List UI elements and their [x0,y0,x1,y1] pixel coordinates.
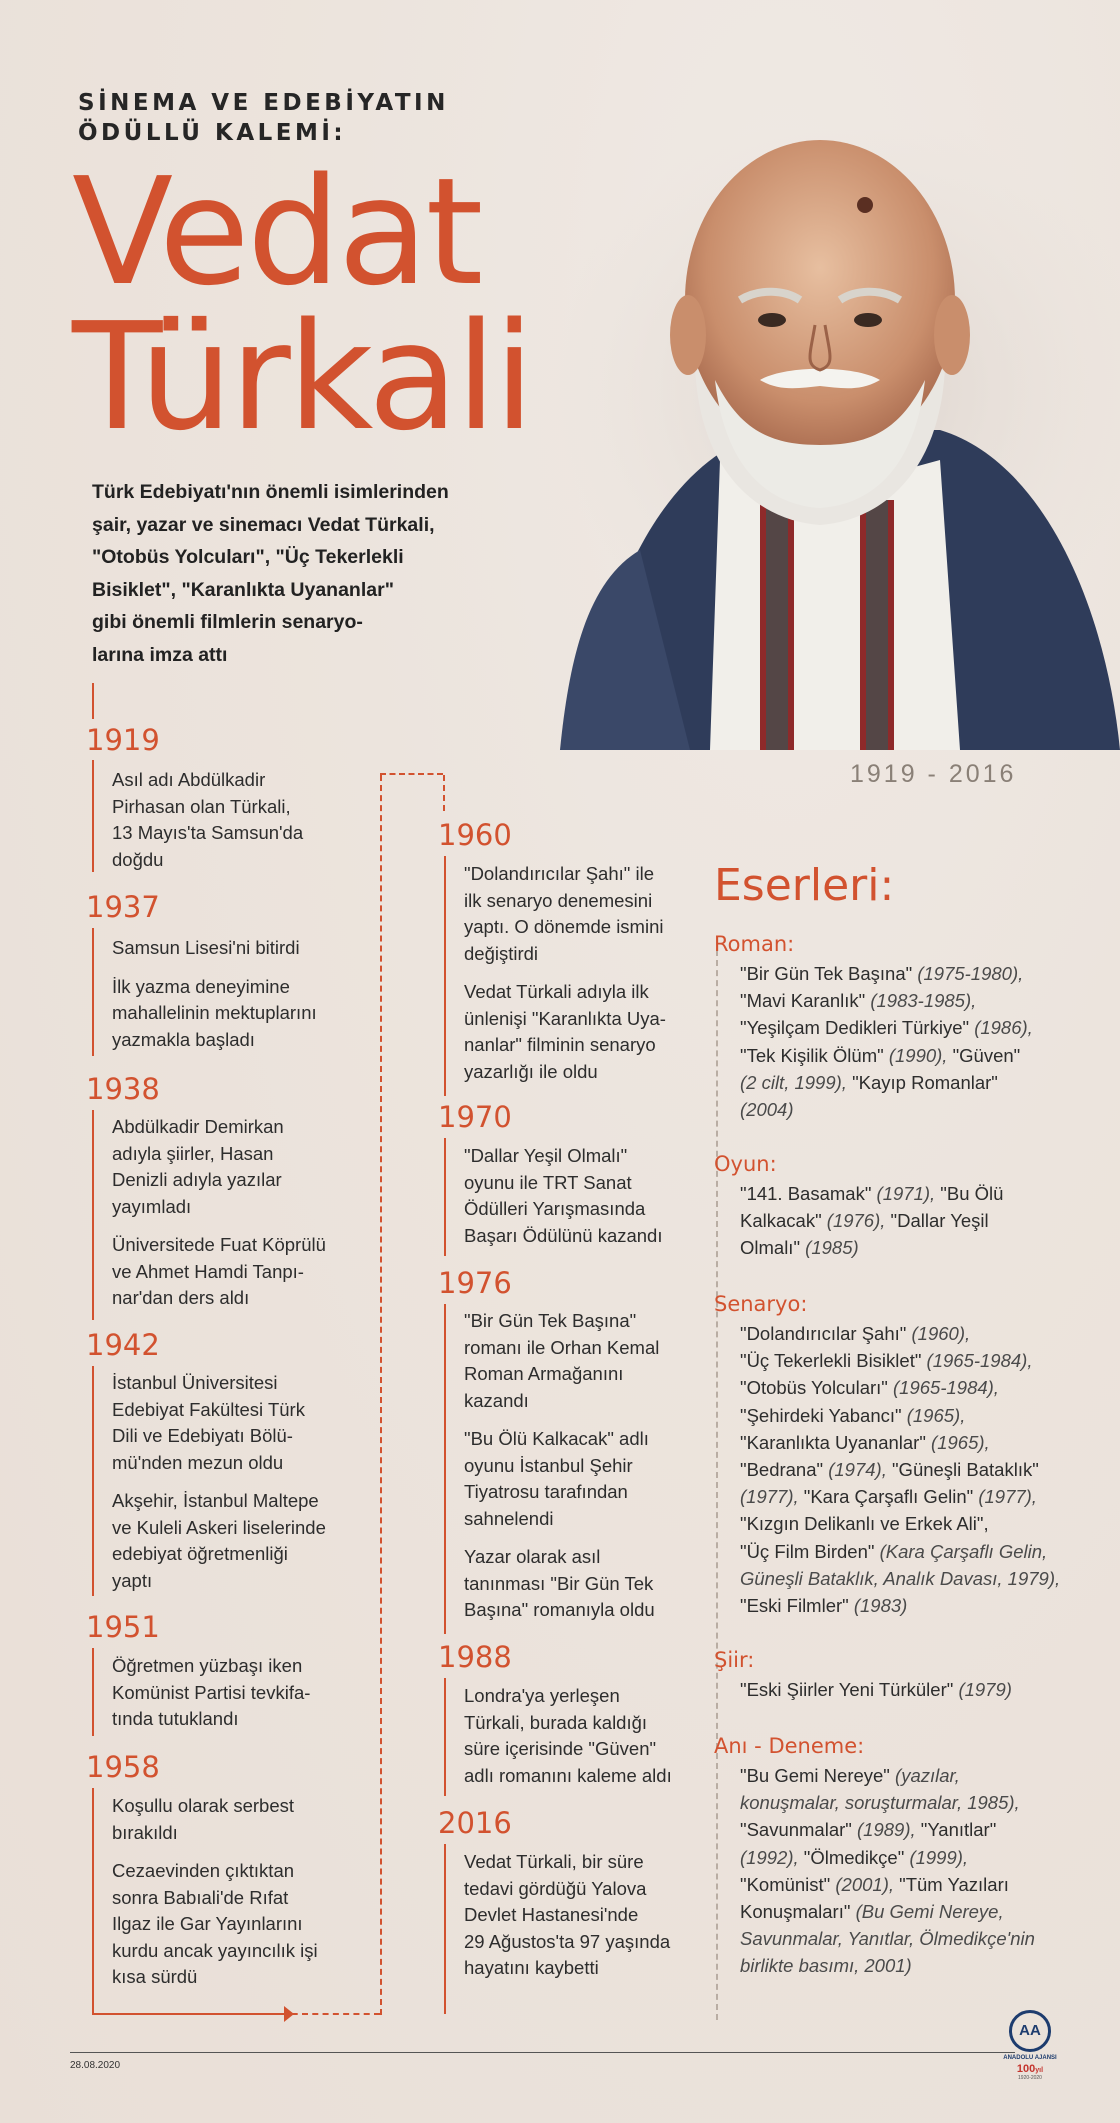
year-1988: 1988 [438,1640,512,1674]
event-line: Başarı Ödülünü kazandı [464,1224,663,1246]
event-1970 [464,1143,724,1249]
work-detail: (yazılar, [895,1765,960,1786]
year-1970: 1970 [438,1100,512,1134]
work-detail: (2004) [740,1099,794,1121]
event-line: edebiyat öğretmenliği [112,1543,288,1564]
work-detail: (1992), [740,1846,799,1868]
year-line [92,760,94,872]
event-line: "Bir Gün Tek Başına" [464,1310,637,1331]
event-line: kurdu ancak yayıncılık işi [112,1939,318,1961]
work-line [740,1402,1080,1429]
portrait-image [520,130,1120,750]
work-title: "Eski Şiirler Yeni Türküler" [740,1679,959,1700]
event-line: Yazar olarak asıl [464,1546,601,1567]
footer-divider [70,2052,1015,2053]
event-line: Pirhasan olan Türkali, [112,795,291,817]
event-line: ünlenişi "Karanlıkta Uya- [464,1007,666,1029]
page-title [72,146,532,463]
logo-anniversary [1000,2063,1060,2075]
work-line [740,1374,1080,1401]
work-detail: (1986), [974,1017,1033,1039]
event-line: Londra'ya yerleşen [464,1685,620,1706]
event-line: ve Ahmet Hamdi Tanpı- [112,1260,304,1282]
year-1951: 1951 [86,1610,160,1644]
work-line [740,960,1070,987]
agency-logo [1000,2010,1060,2105]
work-title: "141. Basamak" [740,1183,877,1204]
work-line [740,1676,1070,1703]
year-line [444,1304,446,1634]
year-line [92,1648,94,1736]
event-line: Ödülleri Yarışmasında [464,1198,646,1219]
work-detail: (1977), [740,1486,799,1508]
year-line [444,1138,446,1256]
event-line: yazarlığı ile oldu [464,1060,598,1082]
event-line: oyunu İstanbul Şehir [464,1454,633,1476]
work-detail: (1960), [911,1323,971,1344]
work-detail: (Bu Gemi Nereye, [855,1901,1004,1923]
works-title: Eserleri: [714,860,895,911]
work-title: "Üç Tekerlekli Bisiklet" [740,1350,927,1372]
work-detail: (Kara Çarşaflı Gelin, [879,1540,1048,1562]
work-detail: (1975-1980), [917,963,1024,984]
work-detail: (1974), [828,1459,887,1481]
work-title: "Bu Ölü [935,1183,1004,1204]
work-detail: konuşmalar, soruşturmalar, 1985), [740,1792,1020,1814]
work-title: "Üç Film Birden" [740,1540,880,1562]
work-title: "Yeşilçam Dedikleri Türkiye" [740,1017,975,1039]
work-title: Kalkacak" [740,1210,827,1232]
year-1937: 1937 [86,890,160,924]
event-line: ve Kuleli Askeri liselerinde [112,1516,326,1538]
event-line: Samsun Lisesi'ni bitirdi [112,937,300,958]
event-line: "Bu Ölü Kalkacak" adlı [464,1428,649,1449]
timeline-connector-down [443,775,445,811]
work-line [740,1789,1080,1816]
work-line [740,1234,1070,1261]
event-line: Cezaevinden çıktıktan [112,1860,295,1881]
event-line: Üniversitede Fuat Köprülü [112,1234,326,1255]
footer-date: 28.08.2020 [70,2060,121,2071]
work-title: "Tek Kişilik Ölüm" [740,1044,889,1066]
event-line: Roman Armağanını [464,1363,624,1384]
event-line: mü'nden mezun oldu [112,1451,284,1473]
work-detail: (1983-1985), [870,990,977,1012]
work-line [740,1042,1070,1069]
work-detail: (1999), [909,1846,969,1868]
title-line-2: Türkali [72,291,532,463]
works-category-roman: Roman: [714,932,795,956]
event-line: Başına" romanıyla oldu [464,1599,655,1620]
event-line: tedavi gördüğü Yalova [464,1877,647,1899]
year-line [92,928,94,1056]
work-detail: birlikte basımı, 2001) [740,1955,912,1977]
event-line: Vedat Türkali, bir süre [464,1851,644,1872]
work-title: "Savunmalar" [740,1819,857,1841]
work-title: "Karanlıkta Uyananlar" [740,1431,932,1453]
year-1976: 1976 [438,1266,512,1300]
works-siir-list [740,1676,1070,1703]
event-2016 [464,1849,724,1982]
work-line [740,1429,1080,1456]
work-title: "Bir Gün Tek Başına" [740,963,918,984]
work-detail: (2001), [835,1873,895,1895]
anniversary-number: 100 [1016,2063,1036,2075]
event-line: sonra Babıali'de Rıfat [112,1886,289,1908]
event-line: Ilgaz ile Gar Yayınlarını [112,1913,303,1934]
event-1937 [112,935,392,1053]
work-title: "Otobüs Yolcuları" [740,1377,894,1399]
event-line: yaptı [112,1569,153,1591]
work-line [740,1456,1080,1483]
work-detail: (1989), [857,1819,916,1841]
work-line [740,1320,1080,1347]
work-line [740,1565,1080,1592]
work-title: Konuşmaları" [740,1901,856,1923]
work-title: "Bedrana" [740,1459,829,1481]
event-line: nar'dan ders aldı [112,1287,250,1308]
event-line: romanı ile Orhan Kemal [464,1336,660,1358]
event-line: yazmakla başladı [112,1028,255,1050]
work-line [740,1925,1080,1952]
year-1942: 1942 [86,1328,160,1362]
year-line [92,1788,94,1998]
work-title: "Komünist" [740,1873,836,1895]
event-line: Devlet Hastanesi'nde [464,1904,639,1925]
event-line: sahnelendi [464,1507,554,1529]
intro-line: şair, yazar ve sinemacı Vedat Türkali, [92,513,435,536]
work-line [740,1592,1080,1619]
work-line [740,1510,1080,1537]
event-line: kısa sürdü [112,1966,198,1987]
event-1960 [464,861,724,1085]
work-title: "Eski Filmler" [740,1595,854,1617]
work-title: "Kara Çarşaflı Gelin" [798,1486,979,1508]
intro-line: Bisiklet", "Karanlıkta Uyananlar" [92,578,394,601]
arrow-right-icon [284,2006,294,2022]
life-years: 1919 - 2016 [850,760,1017,788]
timeline-arrow-line [92,2013,292,2015]
work-detail: (1971), [876,1183,936,1204]
timeline-corner [92,1995,94,2015]
logo-anniversary-years: 1920-2020 [1018,2075,1042,2081]
work-title: "Şehirdeki Yabancı" [740,1404,907,1426]
work-line [740,1538,1080,1565]
event-line: doğdu [112,848,164,870]
work-detail: (1979) [958,1679,1012,1700]
event-line: Komünist Partisi tevkifa- [112,1681,311,1703]
event-line: yayımladı [112,1195,192,1217]
intro-line: Türk Edebiyatı'nın önemli isimlerinden [92,481,449,503]
event-line: Asıl adı Abdülkadir [112,769,266,790]
event-line: bırakıldı [112,1821,178,1843]
work-title: "Dallar Yeşil [885,1210,989,1232]
event-line: oyunu ile TRT Sanat [464,1171,632,1193]
event-1919 [112,767,392,873]
work-title: "Yanıtlar" [915,1819,997,1841]
event-1938 [112,1114,402,1312]
event-line: 13 Mayıs'ta Samsun'da [112,822,304,843]
event-line: yaptı. O dönemde ismini [464,916,664,937]
kicker-line-2: ÖDÜLLÜ KALEMİ: [78,120,347,146]
works-oyun-list [740,1180,1070,1262]
event-line: ilk senaryo denemesini [464,889,653,911]
event-1951 [112,1653,402,1733]
event-line: Denizli adıyla yazılar [112,1169,282,1190]
work-detail: (1985) [805,1237,859,1259]
works-senaryo-list [740,1320,1080,1619]
work-line [740,1871,1080,1898]
work-line [740,1898,1080,1925]
year-line [444,856,446,1096]
work-line [740,1762,1080,1789]
work-detail: (1965), [906,1404,966,1426]
event-line: tında tutuklandı [112,1708,239,1729]
event-line: "Dallar Yeşil Olmalı" [464,1145,628,1166]
event-line: tanınması "Bir Gün Tek [464,1572,654,1594]
work-title: "Dolandırıcılar Şahı" [740,1323,912,1344]
title-line-1: Vedat [72,146,481,318]
work-detail: (1965-1984), [893,1377,999,1399]
work-title: "Tüm Yazıları [894,1873,1009,1895]
event-line: Dili ve Edebiyatı Bölü- [112,1425,293,1446]
timeline-start-line [92,683,94,719]
event-line: İlk yazma deneyimine [112,975,290,997]
event-1942 [112,1370,402,1594]
work-detail: Güneşli Bataklık, Analık Davası, 1979), [740,1567,1061,1589]
work-title: "Kızgın Delikanlı ve Erkek Ali", [740,1513,989,1535]
work-line [740,1347,1080,1374]
event-line: adlı romanını kaleme aldı [464,1764,672,1786]
works-ani-list [740,1762,1080,1980]
intro-line: gibi önemli filmlerin senaryo- [92,611,363,633]
event-line: Abdülkadir Demirkan [112,1116,284,1137]
anniversary-suffix: yıl [1035,2067,1044,2074]
works-category-oyun: Oyun: [714,1152,777,1176]
work-line [740,1844,1080,1871]
work-title: "Bu Gemi Nereye" [740,1765,896,1786]
work-line [740,1069,1070,1096]
year-line [92,1110,94,1320]
work-title: "Kayıp Romanlar" [846,1071,998,1093]
work-detail: (1990), [888,1044,948,1066]
event-1958 [112,1793,402,1991]
work-detail: (1977), [978,1486,1037,1508]
event-line: Türkali, burada kaldığı [464,1711,648,1733]
work-line [740,1816,1080,1843]
event-line: süre içerisinde "Güven" [464,1738,657,1759]
work-detail: Savunmalar, Yanıtlar, Ölmedikçe'nin [740,1928,1035,1950]
event-line: İstanbul Üniversitesi [112,1372,278,1393]
intro-line: larına imza attı [92,643,228,666]
event-line: Vedat Türkali adıyla ilk [464,981,649,1002]
aa-logo-icon: AA [1009,2010,1051,2052]
work-detail: (2 cilt, 1999), [740,1071,847,1093]
kicker-line-1: SİNEMA VE EDEBİYATIN [78,90,449,116]
year-line [444,1844,446,2014]
work-title: "Güven" [947,1044,1021,1066]
event-line: Tiyatrosu tarafından [464,1481,628,1502]
event-line: mahallelinin mektuplarını [112,1002,317,1023]
event-line: 29 Ağustos'ta 97 yaşında [464,1930,671,1952]
works-category-siir: Şiir: [714,1648,755,1672]
event-line: adıyla şiirler, Hasan [112,1142,274,1164]
event-line: Öğretmen yüzbaşı iken [112,1655,303,1676]
year-1958: 1958 [86,1750,160,1784]
work-line [740,1207,1070,1234]
work-detail: (1983) [853,1595,908,1617]
logo-text: ANADOLU AJANSI [1003,2055,1057,2061]
work-line [740,987,1070,1014]
event-line: değiştirdi [464,942,539,964]
event-1988 [464,1683,724,1789]
work-title: "Mavi Karanlık" [740,990,871,1012]
event-line: "Dolandırıcılar Şahı" ile [464,863,654,884]
year-1960: 1960 [438,818,512,852]
work-line [740,1096,1070,1123]
work-line [740,1483,1080,1510]
intro-text [92,476,482,671]
year-1938: 1938 [86,1072,160,1106]
year-2016: 2016 [438,1806,512,1840]
intro-line: "Otobüs Yolcuları", "Üç Tekerlekli [92,546,404,568]
work-title: "Ölmedikçe" [798,1846,910,1868]
works-divider [716,950,718,2020]
work-line [740,1952,1080,1979]
year-line [444,1678,446,1796]
year-line [92,1366,94,1596]
work-detail: (1965-1984), [926,1350,1033,1372]
kicker [78,88,449,148]
event-line: kazandı [464,1389,529,1411]
works-category-ani-deneme: Anı - Deneme: [714,1734,865,1758]
event-line: Akşehir, İstanbul Maltepe [112,1490,319,1511]
year-1919: 1919 [86,723,160,757]
event-line: nanlar" filminin senaryo [464,1034,656,1055]
event-line: Koşullu olarak serbest [112,1795,295,1816]
work-line [740,1014,1070,1041]
work-detail: (1965), [931,1431,990,1453]
works-roman-list [740,960,1070,1123]
event-line: Edebiyat Fakültesi Türk [112,1398,305,1420]
work-detail: (1976), [826,1210,886,1232]
work-title: "Güneşli Bataklık" [886,1459,1039,1481]
work-line [740,1180,1070,1207]
event-1976 [464,1308,724,1624]
works-category-senaryo: Senaryo: [714,1292,808,1316]
work-title: Olmalı" [740,1237,806,1259]
event-line: hayatını kaybetti [464,1957,599,1978]
